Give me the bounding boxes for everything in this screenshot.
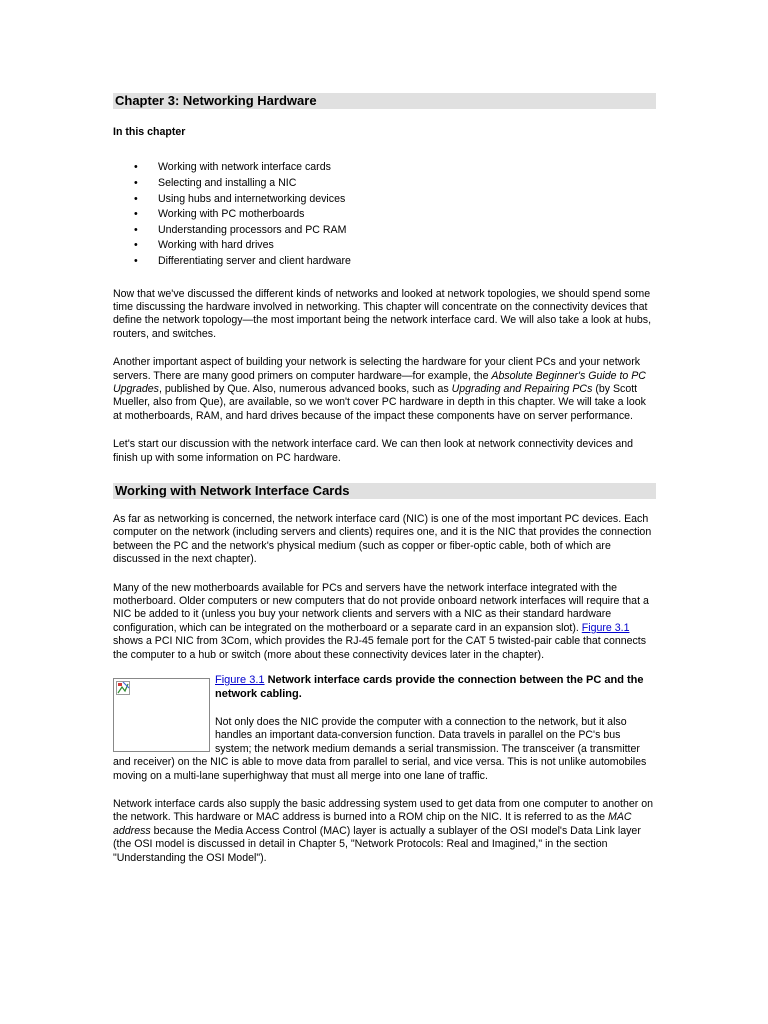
figure-3-1 xyxy=(113,674,656,783)
intro-2-text-a: Another important aspect of building your network is selecting the hardware for your client PCs and your network servers. There are many good primers on computer hardware—for example, the xyxy=(113,356,641,382)
section-paragraph-2 xyxy=(113,582,656,662)
figure-caption-text: Network interface cards provide the connection between the PC and the network cabling. xyxy=(215,674,644,700)
chapter-topics-list xyxy=(113,160,656,269)
list-item: • Working with network interface cards xyxy=(113,160,656,176)
section-title: Working with Network Interface Cards xyxy=(113,483,656,499)
list-item: • Working with PC motherboards xyxy=(113,207,656,223)
section-paragraph-1: As far as networking is concerned, the network interface card (NIC) is one of the most important PC devices. Each computer on the network (including servers and clients) requires one, and it is the NIC that provides the connection between the PC and the network's physical medium (such as copper or fiber-optic cable, both of which are discussed in the next chapter). xyxy=(113,513,652,566)
section-paragraph-4 xyxy=(113,798,656,865)
section-2-text-a: Many of the new motherboards available for PCs and servers have the network interface integrated with the motherboard. Older computers or new computers that do not provide onboard network interfaces will require that a NIC be added to it (unless you buy your network clients and servers with a NIC as their standard hardware configuration, which can be integrated on the motherboard or a separate card in an expansion slot). xyxy=(113,581,649,634)
document-content xyxy=(113,93,656,865)
intro-paragraph-2 xyxy=(113,356,656,423)
section-paragraph-3: Not only does the NIC provide the computer with a connection to the network, but it also handles an important data-conversion function. Data travels in parallel on the PC's bus system; the network medium demands a serial transmission. The transceiver (a transmitter and receiver) on the NIC is able to move data from parallel to serial, and vice versa. This is not unlike automobiles moving on a multi-lane superhighway that must all merge into one lane of traffic. xyxy=(113,715,647,782)
chapter-subheading: In this chapter xyxy=(113,126,186,138)
figure-3-1-link[interactable]: Figure 3.1 xyxy=(581,621,630,634)
list-item: • Selecting and installing a NIC xyxy=(113,176,656,192)
book-title-urpc: Upgrading and Repairing PCs xyxy=(451,383,593,395)
list-item: • Differentiating server and client hardware xyxy=(113,254,656,270)
book-title-abg: Absolute Beginner's Guide to PC Upgrades xyxy=(113,369,646,395)
list-item: • Understanding processors and PC RAM xyxy=(113,223,656,239)
section-4-text-b: because the Media Access Control (MAC) layer is actually a sublayer of the OSI model's Data Link layer (the OSI model is discussed in detail in Chapter 5, "Network Protocols: Real and Imagined," in the section "Understanding the OSI Model"). xyxy=(113,824,641,864)
intro-2-text-b: , published by Que. Also, numerous advanced books, such as xyxy=(158,383,452,395)
section-4-text-a: Network interface cards also supply the basic addressing system used to get data from one computer to another on the network. This hardware or MAC address is burned into a ROM chip on the NIC. It is referred to as the xyxy=(113,797,653,824)
list-item: • Working with hard drives xyxy=(113,238,656,254)
figure-caption-link[interactable]: Figure 3.1 xyxy=(215,674,265,687)
broken-image-placeholder xyxy=(113,678,210,752)
broken-image-icon xyxy=(116,681,130,695)
chapter-title: Chapter 3: Networking Hardware xyxy=(113,93,656,109)
intro-paragraph-3: Let's start our discussion with the network interface card. We can then look at network connectivity devices and finish up with some information on PC hardware. xyxy=(113,438,634,464)
list-item: • Using hubs and internetworking devices xyxy=(113,192,656,208)
intro-paragraph-1: Now that we've discussed the different kinds of networks and looked at network topologies, we should spend some time discussing the hardware involved in networking. This chapter will concentrate on the connectivity devices that define the network topology—the most important being the network interface card. We will also take a look at hubs, routers, and switches. xyxy=(113,287,652,340)
intro-2-text-c: (by Scott Mueller, also from Que), are available, so we won't cover PC hardware in depth in this chapter. We will take a look at motherboards, RAM, and hard drives because of the impact these components have on server performance. xyxy=(113,383,646,422)
section-2-text-b: shows a PCI NIC from 3Com, which provides the RJ-45 female port for the CAT 5 twisted-pair cable that connects the computer to a hub or switch (more about these connectivity devices later in the chapter). xyxy=(113,635,647,661)
mac-address-term: MAC address xyxy=(113,811,632,837)
